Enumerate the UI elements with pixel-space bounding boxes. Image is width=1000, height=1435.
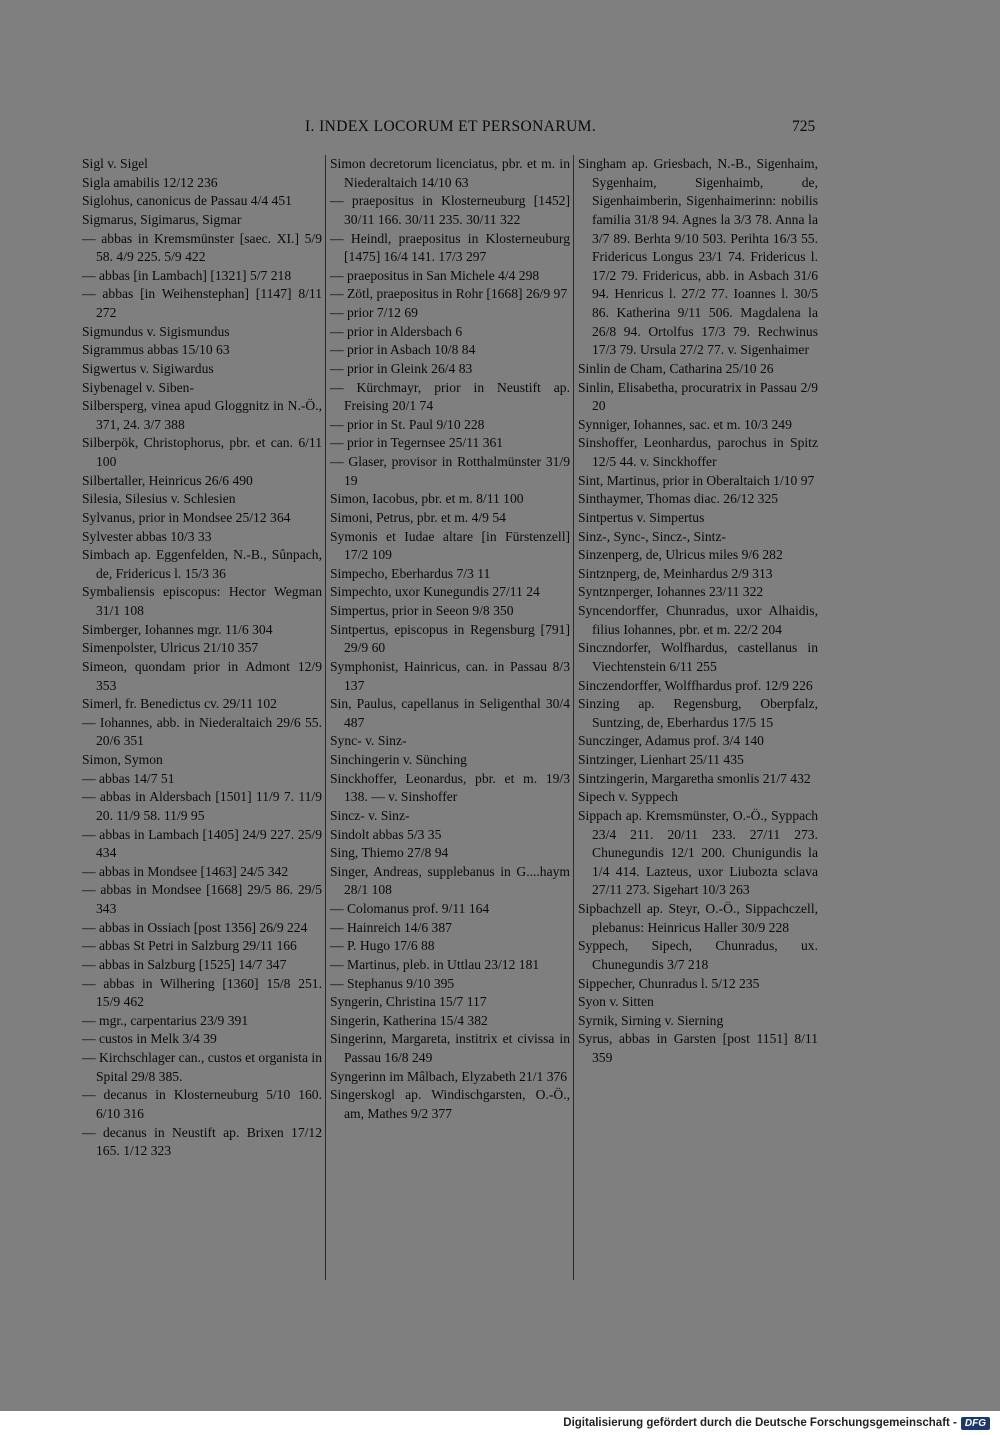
index-entry: Sing, Thiemo 27/8 94	[330, 845, 449, 861]
index-entry: — Hainreich 14/6 387	[330, 919, 452, 935]
index-entry: Sunczinger, Adamus prof. 3/4 140	[578, 733, 764, 749]
index-entry: Synniger, Iohannes, sac. et m. 10/3 249	[578, 416, 792, 432]
index-entry: Sylvester abbas 10/3 33	[82, 528, 212, 544]
index-entry: Sintznperg, de, Meinhardus 2/9 313	[578, 565, 773, 581]
index-entry: Syrnik, Sirning v. Sierning	[578, 1012, 724, 1028]
index-entry: Sync- v. Sinz-	[330, 733, 407, 749]
index-entry: Sigmundus v. Sigismundus	[82, 323, 230, 339]
index-entry: Sinthaymer, Thomas diac. 26/12 325	[578, 491, 779, 507]
index-entry: Singerin, Katherina 15/4 382	[330, 1012, 488, 1028]
index-entry: Sinzenperg, de, Ulricus miles 9/6 282	[578, 547, 783, 563]
index-entry: — abbas in Aldersbach [1501] 11/9 7. 11/9 20. 11/9 58. 11/9 95	[82, 789, 322, 823]
running-header: I. INDEX LOCORUM ET PERSONARUM.	[305, 118, 597, 135]
index-entry: Syon v. Sitten	[578, 994, 654, 1010]
index-entry: Sinzing ap. Regensburg, Oberpfalz, Suntzing, de, Eberhardus 17/5 15	[578, 696, 818, 730]
index-entry: Sippach ap. Kremsmünster, O.-Ö., Syppach 23/4 211. 20/11 233. 27/11 273. Chunegundis 12/1 200. Chunigundis la 1/4 414. Lazteus, uxor Liubozta sclava 27/11 273. Sigehart 10/3 263	[578, 807, 818, 898]
index-entry: Siybenagel v. Siben-	[82, 379, 195, 395]
index-entry: Sintpertus, episcopus in Regensburg [791] 29/9 60	[330, 621, 570, 656]
index-entry: — praepositus in Klosterneuburg [1452] 30/11 166. 30/11 235. 30/11 322	[330, 193, 570, 227]
index-entry: — abbas in Mondsee [1668] 29/5 86. 29/5 343	[82, 882, 322, 916]
index-entry: Sigwertus v. Sigiwardus	[82, 360, 214, 376]
index-entry: Simberger, Iohannes mgr. 11/6 304	[82, 621, 273, 637]
index-entry: Siglohus, canonicus de Passau 4/4 451	[82, 193, 292, 209]
index-entry: — P. Hugo 17/6 88	[330, 938, 435, 954]
index-entry: Sincz- v. Sinz-	[330, 807, 410, 823]
index-entry: — abbas St Petri in Salzburg 29/11 166	[82, 938, 297, 954]
index-entry: — Kirchschlager can., custos et organista in Spital 29/8 385.	[82, 1050, 322, 1084]
dfg-logo: DFG	[961, 1417, 990, 1430]
index-entry: Silbertaller, Heinricus 26/6 490	[82, 472, 253, 488]
footer-credit: Digitalisierung gefördert durch die Deutsche Forschungsgemeinschaft -	[563, 1417, 957, 1429]
index-entry: — abbas in Ossiach [post 1356] 26/9 224	[82, 919, 308, 935]
index-entry: — Colomanus prof. 9/11 164	[330, 901, 490, 916]
index-entry: — Heindl, praepositus in Klosterneuburg [1475] 16/4 141. 17/3 297	[330, 230, 570, 265]
index-entry: Simoni, Petrus, pbr. et m. 4/9 54	[330, 509, 506, 525]
index-entry: Sintpertus v. Simpertus	[578, 509, 705, 525]
index-entry: Sinshoffer, Leonhardus, parochus in Spitz 12/5 44. v. Sinckhoffer	[578, 435, 818, 469]
index-entry: Sinckhoffer, Leonardus, pbr. et m. 19/3 138. — v. Sinshoffer	[330, 770, 570, 805]
index-column-1	[82, 155, 322, 1161]
index-entry: — abbas in Wilhering [1360] 15/8 251. 15/9 462	[82, 975, 322, 1010]
index-entry: — decanus in Klosterneuburg 5/10 160. 6/10 316	[82, 1087, 322, 1121]
index-entry: Simeon, quondam prior in Admont 12/9 353	[82, 658, 322, 693]
index-entry: Singham ap. Griesbach, N.-B., Sigenhaim, Sygenhaim, Sigenhaimb, de, Sigenhaimberin, Sigenhaimerinn: nobilis familia 31/8 94. Agnes la 3/3 78. Anna la 3/7 89. Berhta 9/10 503. Perihta 16/3 55. Fridericus Longus 23/1 74. Fridericus l. 17/2 79. Fridericus, abb. in Asbach 31/6 94. Henricus l. 27/2 77. Ioannes l. 30/5 86. Katherina 9/11 506. Magdalena la 26/8 94. Ortolfus 17/3 79. Rechwinus 17/3 79. Ursula 27/2 77. v. Sigenhaimer	[578, 156, 818, 358]
index-entry: — Martinus, pleb. in Uttlau 23/12 181	[330, 956, 540, 972]
index-entry: Simerl, fr. Benedictus cv. 29/11 102	[82, 696, 277, 712]
index-entry: Symphonist, Hainricus, can. in Passau 8/3 137	[330, 658, 570, 693]
index-entry: Singerinn, Margareta, institrix et civissa in Passau 16/8 249	[330, 1031, 570, 1065]
index-entry: — Zötl, praepositus in Rohr [1668] 26/9 97	[330, 286, 568, 302]
index-entry: Sinchingerin v. Sünching	[330, 752, 467, 767]
index-entry: — prior in Aldersbach 6	[330, 323, 463, 339]
index-entry: Simon, Iacobus, pbr. et m. 8/11 100	[330, 491, 524, 507]
index-entry: Simpecho, Eberhardus 7/3 11	[330, 565, 491, 581]
index-entry: Symonis et Iudae altare [in Fürstenzell] 17/2 109	[330, 528, 570, 563]
index-entry: Syngerin, Christina 15/7 117	[330, 994, 487, 1010]
index-entry: Simpertus, prior in Seeon 9/8 350	[330, 603, 514, 618]
index-entry: — prior in Gleink 26/4 83	[330, 360, 473, 376]
index-entry: — prior in Tegernsee 25/11 361	[330, 435, 504, 451]
index-entry: — mgr., carpentarius 23/9 391	[82, 1012, 249, 1028]
index-entry: Syncendorffer, Chunradus, uxor Alhaidis, filius Iohannes, pbr. et m. 22/2 204	[578, 603, 818, 637]
index-entry: Syngerinn im Mâlbach, Elyzabeth 21/1 376	[330, 1068, 568, 1084]
index-entry: Sintzinger, Lienhart 25/11 435	[578, 752, 744, 767]
index-entry: Syppech, Sipech, Chunradus, ux. Chunegundis 3/7 218	[578, 938, 818, 972]
index-entry: Silberpök, Christophorus, pbr. et can. 6/11 100	[82, 435, 322, 469]
index-entry: Sindolt abbas 5/3 35	[330, 826, 442, 842]
index-entry: Sinlin de Cham, Catharina 25/10 26	[578, 360, 774, 376]
index-entry: Simon, Symon	[82, 752, 163, 767]
index-entry: Sin, Paulus, capellanus in Seligenthal 30/4 487	[330, 696, 570, 730]
index-entry: — Iohannes, abb. in Niederaltaich 29/6 55. 20/6 351	[82, 714, 322, 749]
index-entry: Sinczendorffer, Wolffhardus prof. 12/9 226	[578, 677, 813, 693]
index-entry: Sint, Martinus, prior in Oberaltaich 1/10 97	[578, 472, 815, 488]
index-column-3	[578, 155, 818, 1068]
index-entry: Sigrammus abbas 15/10 63	[82, 342, 230, 358]
index-entry: — prior 7/12 69	[330, 305, 418, 320]
index-entry: — abbas [in Lambach] [1321] 5/7 218	[82, 267, 292, 283]
index-entry: Sylvanus, prior in Mondsee 25/12 364	[82, 509, 291, 525]
column-divider	[325, 155, 326, 1280]
index-entry: — decanus in Neustift ap. Brixen 17/12 165. 1/12 323	[82, 1124, 322, 1159]
index-entry: Sigmarus, Sigimarus, Sigmar	[82, 211, 242, 227]
index-entry: — abbas [in Weihenstephan] [1147] 8/11 272	[82, 286, 322, 320]
index-entry: Sipech v. Syppech	[578, 789, 678, 805]
index-entry: Sigl v. Sigel	[82, 156, 148, 171]
index-entry: — abbas 14/7 51	[82, 770, 175, 786]
footer-bar	[0, 1411, 1000, 1435]
index-entry: Syrus, abbas in Garsten [post 1151] 8/11 359	[578, 1031, 818, 1065]
index-entry: — Kürchmayr, prior in Neustift ap. Freising 20/1 74	[330, 379, 570, 414]
index-entry: — praepositus in San Michele 4/4 298	[330, 267, 540, 283]
column-divider	[573, 155, 574, 1280]
index-entry: — prior in Asbach 10/8 84	[330, 342, 476, 358]
index-entry: Sintzingerin, Margaretha smonlis 21/7 432	[578, 770, 811, 786]
index-entry: Simbach ap. Eggenfelden, N.-B., Sûnpach, de, Fridericus l. 15/3 36	[82, 547, 322, 581]
index-entry: Sipbachzell ap. Steyr, O.-Ö., Sippachczell, plebanus: Heinricus Haller 30/9 228	[578, 901, 818, 935]
index-entry: Sinczndorfer, Wolfhardus, castellanus in Viechtenstein 6/11 255	[578, 640, 818, 674]
index-entry: — abbas in Lambach [1405] 24/9 227. 25/9 434	[82, 826, 322, 861]
index-column-2	[330, 155, 570, 1124]
index-entry: Sinlin, Elisabetha, procuratrix in Passau 2/9 20	[578, 379, 818, 414]
index-entry: — prior in St. Paul 9/10 228	[330, 416, 485, 432]
index-entry: Silesia, Silesius v. Schlesien	[82, 491, 236, 507]
index-entry: — abbas in Kremsmünster [saec. XI.] 5/9 58. 4/9 225. 5/9 422	[82, 230, 322, 265]
index-entry: Simenpolster, Ulricus 21/10 357	[82, 640, 259, 656]
index-entry: — Stephanus 9/10 395	[330, 975, 455, 991]
index-entry: Singerskogl ap. Windischgarsten, O.-Ö., am, Mathes 9/2 377	[330, 1087, 570, 1121]
index-entry: Sinz-, Sync-, Sincz-, Sintz-	[578, 528, 726, 544]
index-entry: Simon decretorum licenciatus, pbr. et m. in Niederaltaich 14/10 63	[330, 156, 570, 190]
index-entry: — abbas in Salzburg [1525] 14/7 347	[82, 956, 287, 972]
index-entry: Silbersperg, vinea apud Gloggnitz in N.-Ö., 371, 24. 3/7 388	[82, 398, 322, 432]
index-entry: Sigla amabilis 12/12 236	[82, 174, 218, 190]
index-entry: Sippecher, Chunradus l. 5/12 235	[578, 975, 760, 991]
index-entry: Symbaliensis episcopus: Hector Wegman 31/1 108	[82, 584, 322, 618]
index-entry: Simpechto, uxor Kunegundis 27/11 24	[330, 584, 540, 600]
page-number: 725	[792, 118, 816, 135]
index-entry: — custos in Melk 3/4 39	[82, 1031, 217, 1047]
index-entry: — abbas in Mondsee [1463] 24/5 342	[82, 863, 289, 879]
index-entry: Singer, Andreas, supplebanus in G....haym 28/1 108	[330, 863, 570, 898]
index-entry: — Glaser, provisor in Rotthalmünster 31/9 19	[330, 454, 570, 488]
index-entry: Syntznperger, Iohannes 23/11 322	[578, 584, 764, 600]
